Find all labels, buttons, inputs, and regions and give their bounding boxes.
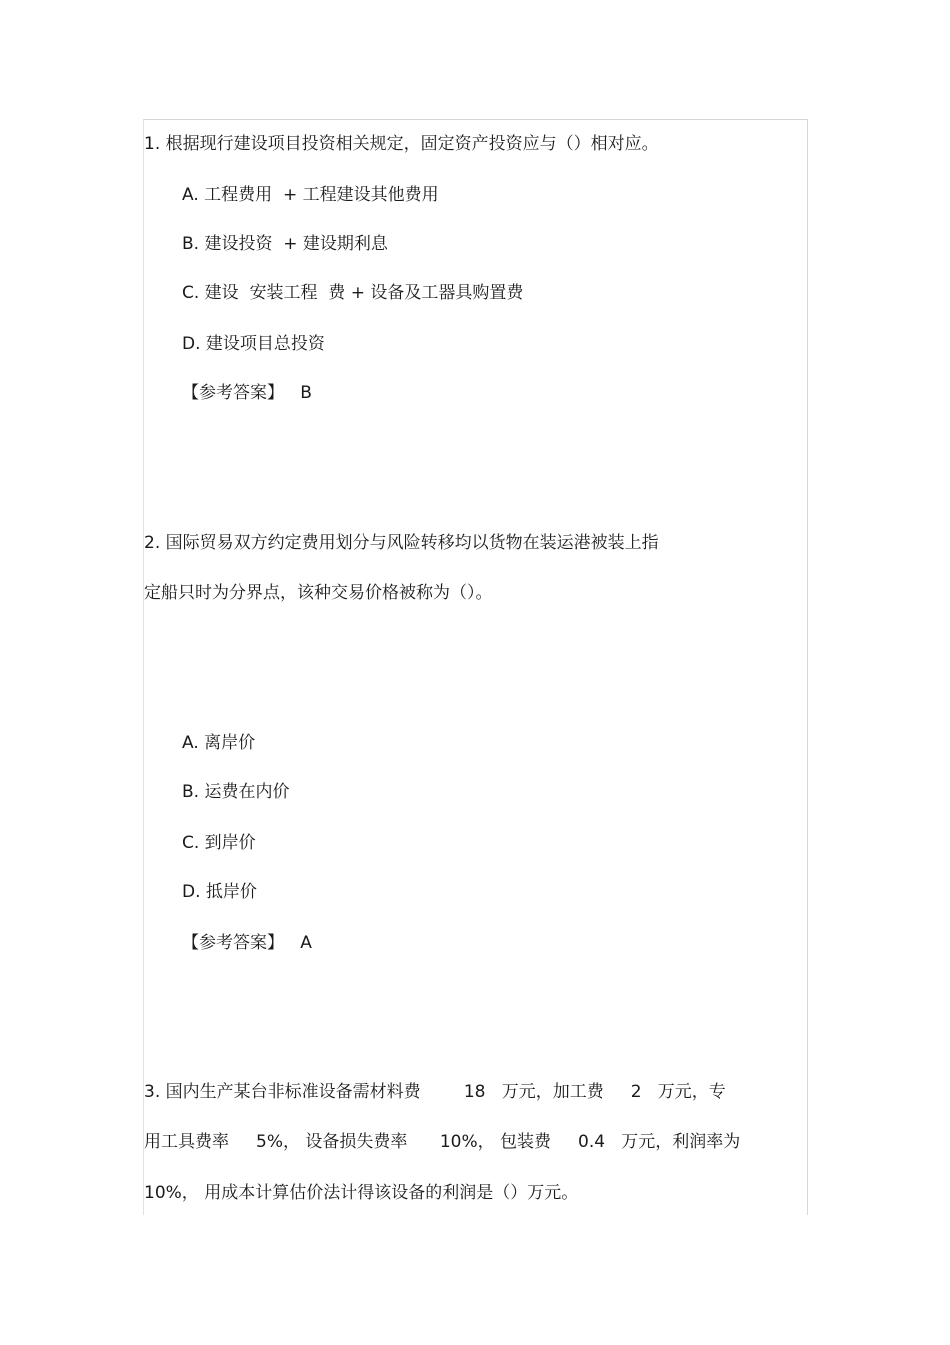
question-1-option-a: A. 工程费用 + 工程建设其他费用 (182, 185, 439, 205)
question-2-option-a: A. 离岸价 (182, 733, 256, 753)
question-2-stem-line-1: 2. 国际贸易双方约定费用划分与风险转移均以货物在装运港被装上指 (144, 533, 659, 553)
question-2-option-b: B. 运费在内价 (182, 782, 290, 802)
question-2-option-c: C. 到岸价 (182, 833, 256, 853)
question-1-answer: 【参考答案】 B (182, 383, 312, 403)
question-1-stem: 1. 根据现行建设项目投资相关规定，固定资产投资应与（）相对应。 (144, 134, 659, 154)
question-3-stem-line-1: 3. 国内生产某台非标准设备需材料费 18 万元，加工费 2 万元，专 (144, 1082, 726, 1102)
question-1-option-c: C. 建设 安装工程 费 + 设备及工器具购置费 (182, 283, 524, 303)
question-1-option-b: B. 建设投资 + 建设期利息 (182, 234, 388, 254)
question-3-stem-line-3: 10%， 用成本计算估价法计得该设备的利润是（）万元。 (144, 1183, 579, 1203)
question-3-stem-line-2: 用工具费率 5%， 设备损失费率 10%， 包装费 0.4 万元，利润率为 (144, 1132, 741, 1152)
question-2-stem-line-2: 定船只时为分界点，该种交易价格被称为（）。 (144, 583, 493, 603)
question-2-option-d: D. 抵岸价 (182, 882, 257, 902)
question-1-option-d: D. 建设项目总投资 (182, 334, 325, 354)
question-2-answer: 【参考答案】 A (182, 933, 312, 953)
